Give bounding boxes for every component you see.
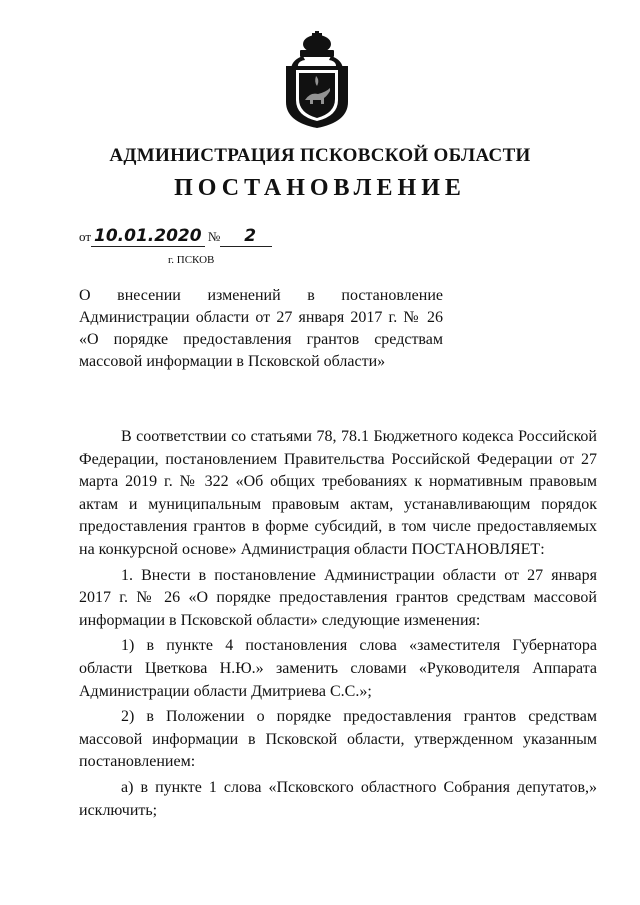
paragraph-item-1-2: 2) в Положении о порядке предоставления грантов средствам массовой информации в Псковской области, утвержденном указанным постановлением: bbox=[79, 708, 597, 771]
document-type-title: ПОСТАНОВЛЕНИЕ bbox=[174, 175, 466, 201]
subject-line: «О порядке предоставления грантов средствам bbox=[79, 331, 443, 348]
number-prefix: № bbox=[207, 229, 221, 244]
organization-name: АДМИНИСТРАЦИЯ ПСКОВСКОЙ ОБЛАСТИ bbox=[109, 145, 531, 166]
paragraph-item-1: 1. Внести в постановление Администрации области от 27 января 2017 г. № 26 «О порядке предоставления грантов средствам массовой информации в Псковской области» следующие изменения: bbox=[79, 566, 597, 629]
subject-block bbox=[79, 285, 443, 373]
subject-line: Администрации области от 27 января 2017 г. № 26 bbox=[79, 309, 443, 326]
paragraph-item-1-1: 1) в пункте 4 постановления слова «заместителя Губернатора области Цветкова Н.Ю.» заменить словами «Руководителя Аппарата Администрации области Дмитриева С.С.»; bbox=[79, 637, 597, 700]
subject-line: массовой информации в Псковской области» bbox=[79, 353, 386, 370]
city-label: г. ПСКОВ bbox=[168, 254, 215, 266]
document-body bbox=[79, 426, 597, 825]
crown-icon bbox=[300, 31, 334, 57]
date-prefix: от bbox=[79, 229, 92, 244]
coat-of-arms-emblem bbox=[272, 30, 362, 130]
subject-line: О внесении изменений в постановление bbox=[79, 287, 443, 304]
date-number-line bbox=[79, 226, 272, 247]
handwritten-number: 2 bbox=[220, 226, 272, 247]
preamble-paragraph: В соответствии со статьями 78, 78.1 Бюджетного кодекса Российской Федерации, постановлением Правительства Российской Федерации от 27 марта 2019 г. № 322 «Об общих требованиях к нормативным правовым актам и муниципальным правовым актам, устанавливающим порядок предоставления грантов в форме субсидий, в том числе предоставляемых на конкурсной основе» Администрация области ПОСТАНОВЛЯЕТ: bbox=[79, 428, 597, 558]
paragraph-item-1-2-a: а) в пункте 1 слова «Псковского областного Собрания депутатов,» исключить; bbox=[79, 778, 597, 819]
handwritten-date: 10.01.2020 bbox=[91, 226, 205, 247]
